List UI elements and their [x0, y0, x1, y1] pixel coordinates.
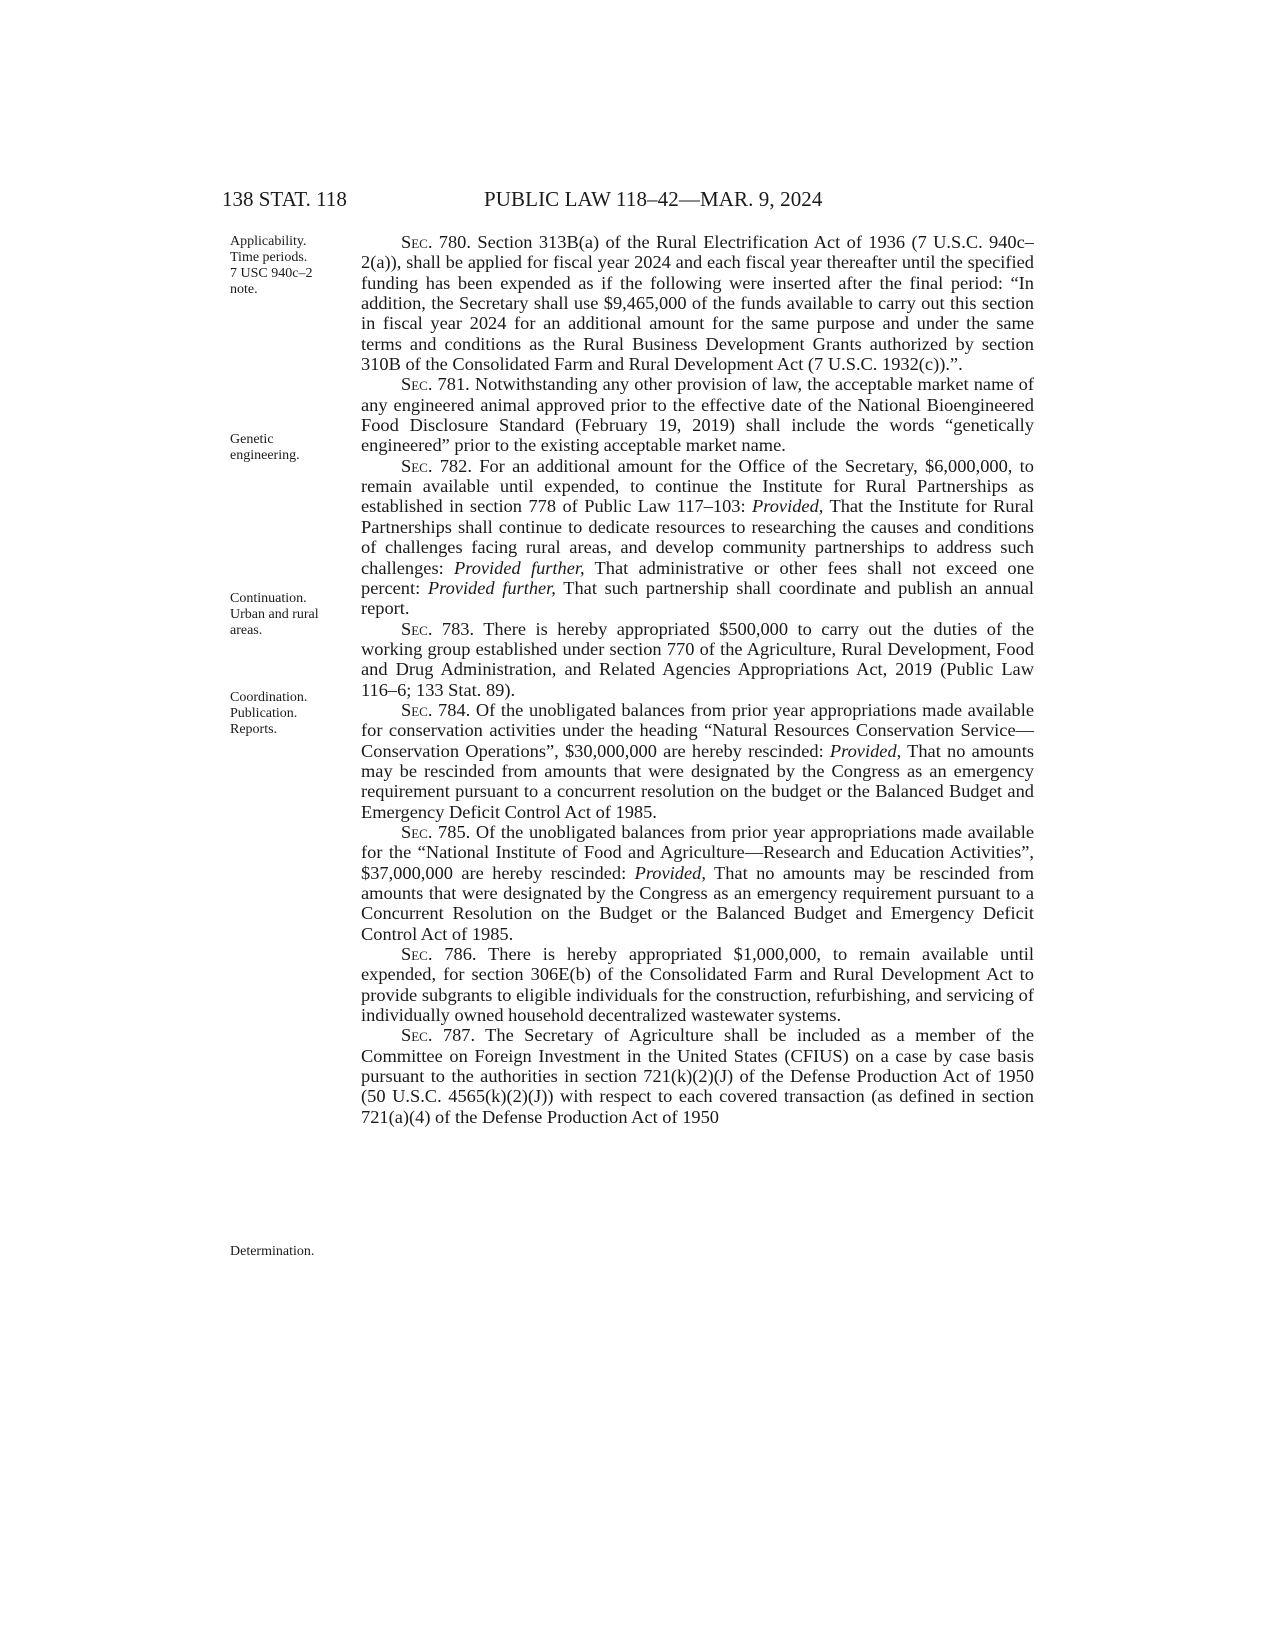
margin-note-line: Determination.	[230, 1244, 315, 1259]
margin-note-line: Publication.	[230, 706, 298, 721]
section-text: 783. There is hereby appropriated $500,000 to carry out the duties of the working group established under section 770 of the Agriculture, Rural Development, Food and Drug Administration, and Related Agencies Appropriations Act, 2019 (Public Law 116–6; 133 Stat. 89).	[361, 618, 1034, 700]
margin-note-line: note.	[230, 282, 258, 297]
proviso: Provided further,	[453, 557, 585, 578]
section-text: That administrative or other fees shall not exceed one percent:	[361, 557, 1034, 598]
margin-note-applicability	[230, 234, 355, 298]
section-text: That such partnership shall coordinate and publish an annual report.	[361, 577, 1034, 619]
section-label: Sec.	[401, 821, 433, 842]
section-text: That no amounts may be rescinded from amounts that were designated by the Congress as an emergency requirement pursuant to a concurrent resolution on the budget or the Balanced Budget and Emergency Deficit Control Act of 1985.	[361, 740, 1034, 822]
section-text: 782. For an additional amount for the Office of the Secretary, $6,000,000, to remain available until expended, to continue the Institute for Rural Partnerships as established in section 778 of Public Law 117–103:	[361, 455, 1034, 517]
section-text: 781. Notwithstanding any other provision of law, the acceptable market name of any engineered animal approved prior to the effective date of the National Bioengineered Food Disclosure Standard (February 19, 2019) shall include the words “genetically engineered” prior to the existing acceptable market name.	[361, 374, 1034, 456]
section-text: 786. There is hereby appropriated $1,000,000, to remain available until expended, for section 306E(b) of the Consolidated Farm and Rural Development Act to provide subgrants to eligible individuals for the construction, refurbishing, and servicing of individually owned household decentralized wastewater systems.	[361, 944, 1034, 1026]
section-782	[361, 456, 1034, 619]
section-label: Sec.	[401, 699, 433, 720]
section-787	[361, 1025, 1034, 1127]
margin-note-line: Continuation.	[230, 591, 307, 606]
running-header	[222, 184, 1034, 214]
proviso: Provided further,	[427, 577, 556, 598]
proviso: Provided,	[829, 740, 902, 761]
margin-note-determination	[230, 1244, 355, 1260]
margin-note-line: Applicability.	[230, 234, 307, 249]
section-785	[361, 822, 1034, 944]
section-label: Sec.	[401, 374, 433, 395]
section-text: 785. Of the unobligated balances from prior year appropriations made available for the “National Institute of Food and Agriculture—Research and Education Activities”, $37,000,000 are hereby rescinded:	[361, 821, 1034, 883]
margin-note-continuation	[230, 591, 355, 639]
section-781	[361, 374, 1034, 455]
margin-note-line: Urban and rural	[230, 607, 319, 622]
public-law-title: PUBLIC LAW 118–42—MAR. 9, 2024	[484, 187, 823, 211]
margin-note-line: Coordination.	[230, 690, 308, 705]
section-text: 784. Of the unobligated balances from prior year appropriations made available for conservation activities under the heading “Natural Resources Conservation Service—Conservation Operations”, $30,000,000 are hereby rescinded:	[361, 699, 1034, 761]
margin-note-coordination	[230, 690, 355, 738]
proviso: Provided,	[752, 496, 824, 517]
margin-note-line: 7 USC 940c–2	[230, 266, 313, 281]
margin-note-genetic-engineering	[230, 432, 355, 464]
proviso: Provided,	[634, 862, 706, 883]
section-label: Sec.	[401, 944, 433, 965]
margin-note-line: areas.	[230, 623, 263, 638]
margin-note-line: Reports.	[230, 722, 278, 737]
section-783	[361, 619, 1034, 700]
section-label: Sec.	[401, 232, 433, 252]
margin-note-line: Genetic	[230, 432, 274, 447]
section-label: Sec.	[401, 1025, 433, 1046]
stat-page-number: 138 STAT. 118	[222, 187, 347, 211]
section-label: Sec.	[401, 618, 433, 639]
section-text: 780. Section 313B(a) of the Rural Electrification Act of 1936 (7 U.S.C. 940c–2(a)), shall be applied for fiscal year 2024 and each fiscal year thereafter until the specified funding has been expended as if the following were inserted after the final period: “In addition, the Secretary shall use $9,465,000 of the funds available to carry out this section in fiscal year 2024 for an additional amount for the same purpose and under the same terms and conditions as the Rural Business Development Grants authorized by section 310B of the Consolidated Farm and Rural Development Act (7 U.S.C. 1932(c)).”.	[361, 232, 1034, 375]
section-text: That no amounts may be rescinded from amounts that were designated by the Congress as an emergency requirement pursuant to a Concurrent Resolution on the Budget or the Balanced Budget and Emergency Deficit Control Act of 1985.	[361, 862, 1034, 944]
section-780	[361, 232, 1034, 374]
section-text: 787. The Secretary of Agriculture shall be included as a member of the Committee on Foreign Investment in the United States (CFIUS) on a case by case basis pursuant to the authorities in section 721(k)(2)(J) of the Defense Production Act of 1950 (50 U.S.C. 4565(k)(2)(J)) with respect to each covered transaction (as defined in section 721(a)(4) of the Defense Production Act of 1950	[361, 1025, 1034, 1127]
section-label: Sec.	[401, 455, 433, 476]
section-786	[361, 944, 1034, 1025]
section-784	[361, 700, 1034, 822]
statute-body	[361, 232, 1034, 1127]
section-text: That the Institute for Rural Partnerships shall continue to dedicate resources to researching the causes and conditions of challenges facing rural areas, and develop community partnerships to address such challenges:	[361, 496, 1034, 578]
margin-note-line: engineering.	[230, 448, 300, 463]
margin-note-line: Time periods.	[230, 250, 308, 265]
